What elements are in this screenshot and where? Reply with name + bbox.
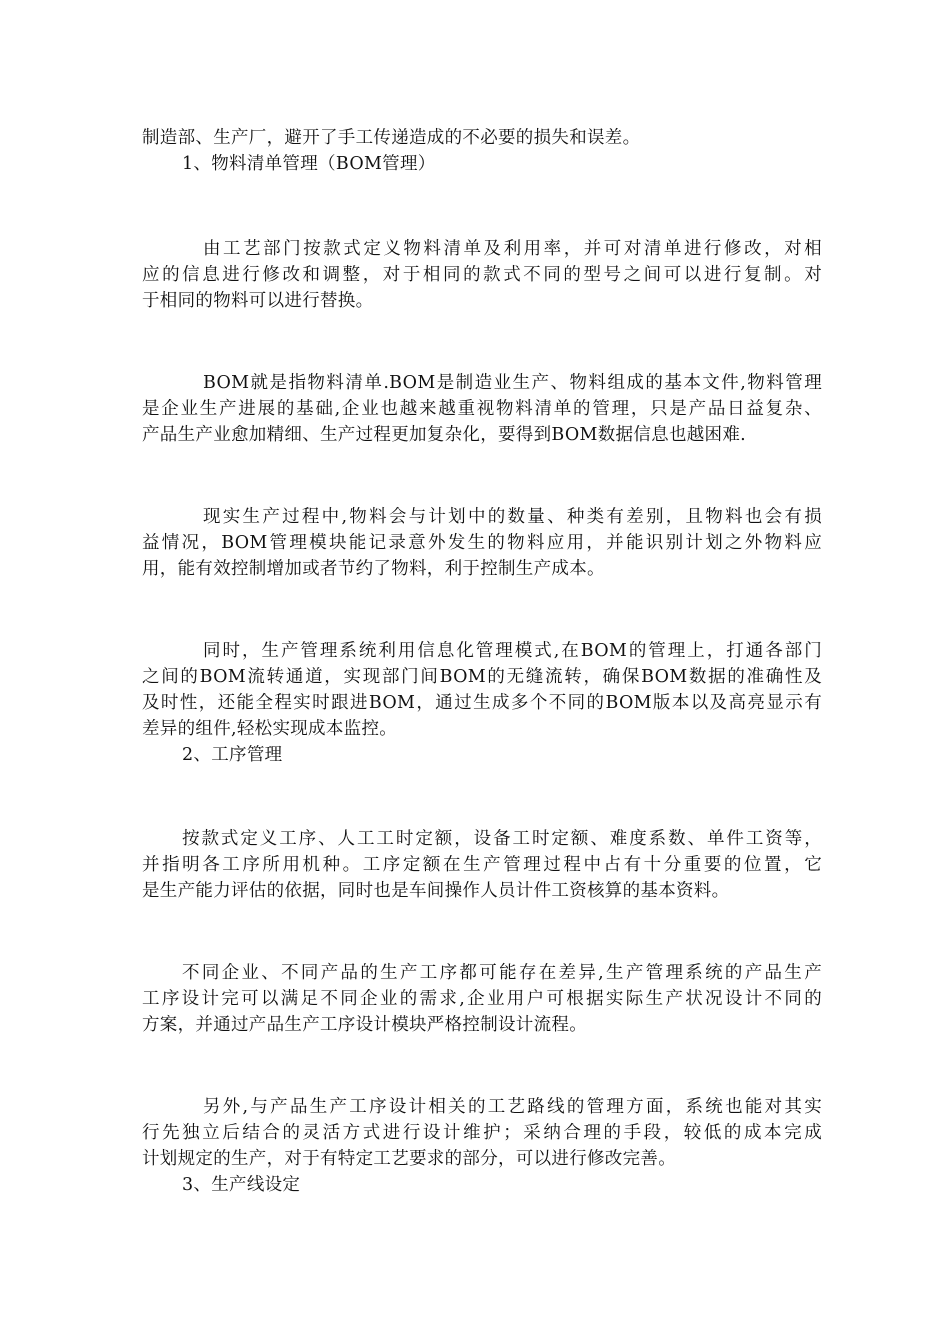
s1-p4-line2: 之间的BOM流转通道，实现部门间BOM的无缝流转，确保BOM数据的准确性及: [142, 667, 822, 687]
s1-p2-line3: 产品生产业愈加精细、生产过程更加复杂化，要得到BOM数据信息也越困难.: [142, 425, 747, 445]
s1-p2-line1: BOM就是指物料清单.BOM是制造业生产、物料组成的基本文件,物料管理: [203, 373, 822, 393]
s2-p2-line3: 方案，并通过产品生产工序设计模块严格控制设计流程。: [142, 1015, 587, 1035]
s1-p2-line2: 是企业生产进展的基础,企业也越来越重视物料清单的管理，只是产品日益复杂、: [142, 399, 822, 419]
s1-p1-line2: 应的信息进行修改和调整，对于相同的款式不同的型号之间可以进行复制。对: [142, 265, 822, 285]
s2-p3-line1: 另外,与产品生产工序设计相关的工艺路线的管理方面，系统也能对其实: [203, 1097, 822, 1117]
s1-p4-line3: 及时性，还能全程实时跟进BOM，通过生成多个不同的BOM版本以及高亮显示有: [142, 693, 822, 713]
s2-p2-line2: 工序设计完可以满足不同企业的需求,企业用户可根据实际生产状况设计不同的: [142, 989, 822, 1009]
s2-p1-line2: 并指明各工序所用机种。工序定额在生产管理过程中占有十分重要的位置，它: [142, 855, 822, 875]
s2-p2-line1: 不同企业、不同产品的生产工序都可能存在差异,生产管理系统的产品生产: [182, 963, 822, 983]
intro-line: 制造部、生产厂，避开了手工传递造成的不必要的损失和误差。: [142, 128, 641, 148]
s1-p3-line3: 用，能有效控制增加或者节约了物料，利于控制生产成本。: [142, 559, 605, 579]
s2-p3-line3: 计划规定的生产，对于有特定工艺要求的部分，可以进行修改完善。: [142, 1149, 676, 1169]
s1-p4-line4: 差异的组件,轻松实现成本监控。: [142, 719, 398, 739]
s1-p1-line1: 由工艺部门按款式定义物料清单及利用率，并可对清单进行修改，对相: [203, 239, 822, 259]
s2-p3-line2: 行先独立后结合的灵活方式进行设计维护；采纳合理的手段，较低的成本完成: [142, 1123, 822, 1143]
s2-p1-line1: 按款式定义工序、人工工时定额，设备工时定额、难度系数、单件工资等，: [182, 829, 822, 849]
s1-p3-line1: 现实生产过程中,物料会与计划中的数量、种类有差别，且物料也会有损: [203, 507, 822, 527]
s1-p4-line1: 同时，生产管理系统利用信息化管理模式,在BOM的管理上，打通各部门: [203, 641, 822, 661]
s1-p1-line3: 于相同的物料可以进行替换。: [142, 291, 374, 311]
section-2-heading: 2、工序管理: [182, 745, 283, 765]
section-3-heading: 3、生产线设定: [182, 1175, 301, 1195]
s2-p1-line3: 是生产能力评估的依据，同时也是车间操作人员计件工资核算的基本资料。: [142, 881, 730, 901]
section-1-heading: 1、物料清单管理（BOM管理）: [182, 154, 436, 174]
s1-p3-line2: 益情况，BOM管理模块能记录意外发生的物料应用，并能识别计划之外物料应: [142, 533, 822, 553]
